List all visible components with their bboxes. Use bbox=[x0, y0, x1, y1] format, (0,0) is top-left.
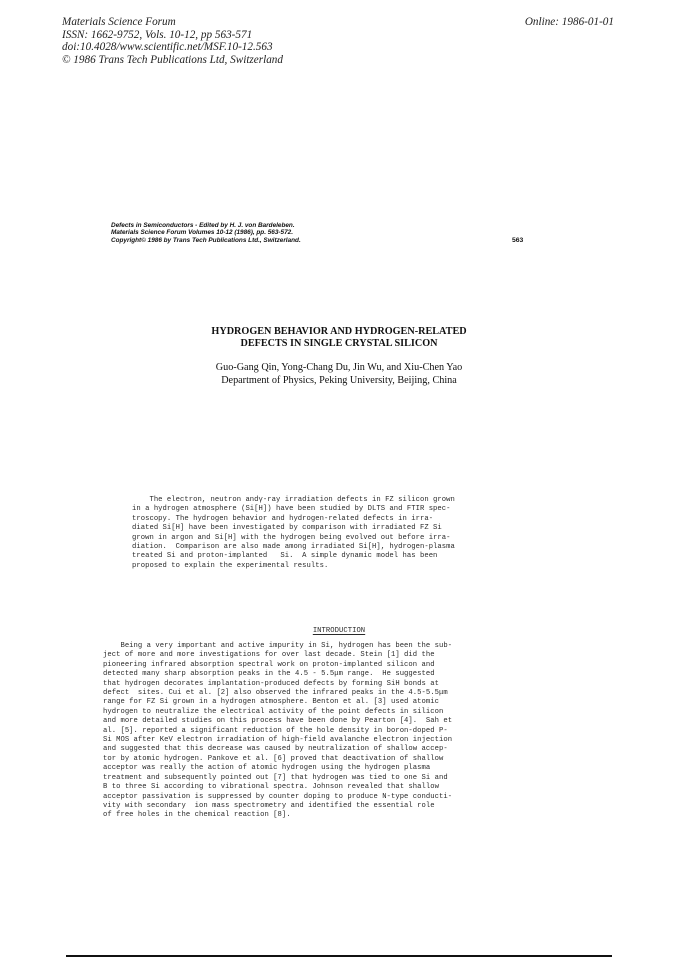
body-line: vity with secondary ion mass spectrometry and identified the essential role bbox=[103, 801, 435, 810]
body-line: pioneering infrared absorption spectral work on proton-implanted silicon and bbox=[103, 660, 435, 669]
title-line: HYDROGEN BEHAVIOR AND HYDROGEN-RELATED bbox=[211, 326, 467, 337]
body-line: al. [5]. reported a significant reduction of the hole density in boron-doped P- bbox=[103, 726, 448, 735]
section-heading-introduction bbox=[0, 627, 678, 636]
abstract-line: treated Si and proton-implanted Si. A simple dynamic model has been bbox=[132, 552, 438, 561]
body-line: Si MOS after KeV electron irradiation of high-field avalanche electron injection bbox=[103, 736, 453, 745]
online-date: Online: 1986-01-01 bbox=[524, 16, 614, 28]
body-line: tor by atomic hydrogen. Pankove et al. [6] proved that deactivation of shallow bbox=[103, 754, 444, 763]
body-line: of free holes in the chemical reaction [8]. bbox=[103, 811, 291, 820]
author-block bbox=[0, 362, 678, 387]
body-line: Being a very important and active impurity in Si, hydrogen has been the sub- bbox=[103, 642, 453, 650]
abstract bbox=[132, 496, 455, 571]
body-line: defect sites. Cui et al. [2] also observed the infrared peaks in the 4.5-5.5μm bbox=[103, 689, 448, 698]
abstract-line: diation. Comparison are also made among irradiated Si[H], hydrogen-plasma bbox=[132, 543, 455, 552]
journal-header bbox=[62, 16, 283, 66]
paper-title bbox=[0, 326, 678, 351]
body-line: B to three Si according to vibrational spectra. Johnson revealed that shallow bbox=[103, 783, 439, 792]
abstract-line: diated Si[H] have been investigated by comparison with irradiated FZ Si bbox=[132, 524, 442, 533]
body-line: ject of more and more investigations for over last decade. Stein [1] did the bbox=[103, 651, 435, 660]
body-line: detected many sharp absorption peaks in the 4.5 - 5.5μm range. He suggested bbox=[103, 670, 435, 679]
book-info-line: Defects in Semiconductors - Edited by H. J. von Bardeleben. bbox=[111, 222, 295, 229]
abstract-line: grown in argon and Si[H] with the hydrogen being evolved out before irra- bbox=[132, 533, 451, 542]
body-line: hydrogen to neutralize the electrical activity of the point defects in silicon bbox=[103, 707, 444, 716]
body-line: treatment and subsequently pointed out [7] that hydrogen was tied to one Si and bbox=[103, 773, 448, 782]
body-line: acceptor passivation is suppressed by counter doping to produce N-type conducti- bbox=[103, 792, 453, 801]
page-number: 563 bbox=[512, 237, 524, 244]
bottom-rule bbox=[66, 955, 612, 957]
body-line: range for FZ Si grown in a hydrogen atmosphere. Benton et al. [3] used atomic bbox=[103, 698, 439, 707]
book-info-line: Copyright© 1986 by Trans Tech Publications Ltd., Switzerland. bbox=[111, 236, 301, 244]
title-line: DEFECTS IN SINGLE CRYSTAL SILICON bbox=[240, 338, 438, 350]
copyright-line: © 1986 Trans Tech Publications Ltd, Switzerland bbox=[62, 53, 283, 66]
introduction-body bbox=[103, 642, 452, 821]
body-line: that hydrogen decorates implantation-produced defects by forming SiH bonds at bbox=[103, 679, 439, 688]
issn-line: ISSN: 1662-9752, Vols. 10-12, pp 563-571 bbox=[62, 28, 253, 41]
author-names: Guo-Gang Qin, Yong-Chang Du, Jin Wu, and Xiu-Chen Yao bbox=[215, 362, 463, 373]
abstract-line: in a hydrogen atmosphere (Si[H]) have been studied by DLTS and FTIR spec- bbox=[132, 505, 451, 514]
abstract-line: troscopy. The hydrogen behavior and hydrogen-related defects in irra- bbox=[132, 514, 434, 523]
affiliation: Department of Physics, Peking University, Beijing, China bbox=[221, 374, 457, 386]
abstract-line: The electron, neutron andγ-ray irradiation defects in FZ silicon grown bbox=[132, 496, 455, 504]
body-line: and suggested that this decrease was caused by neutralization of shallow accep- bbox=[103, 745, 448, 754]
journal-name: Materials Science Forum bbox=[62, 16, 176, 28]
body-line: and more detailed studies on this process have been done by Pearton [4]. Sah et bbox=[103, 717, 453, 726]
section-heading-text: INTRODUCTION bbox=[312, 627, 366, 635]
abstract-line: proposed to explain the experimental results. bbox=[132, 561, 329, 570]
doi-line[interactable]: doi:10.4028/www.scientific.net/MSF.10-12.563 bbox=[62, 41, 273, 54]
body-line: acceptor was really the action of atomic hydrogen using the hydrogen plasma bbox=[103, 764, 431, 773]
book-info bbox=[111, 222, 301, 244]
book-info-line: Materials Science Forum Volumes 10-12 (1986), pp. 563-572. bbox=[111, 229, 293, 237]
